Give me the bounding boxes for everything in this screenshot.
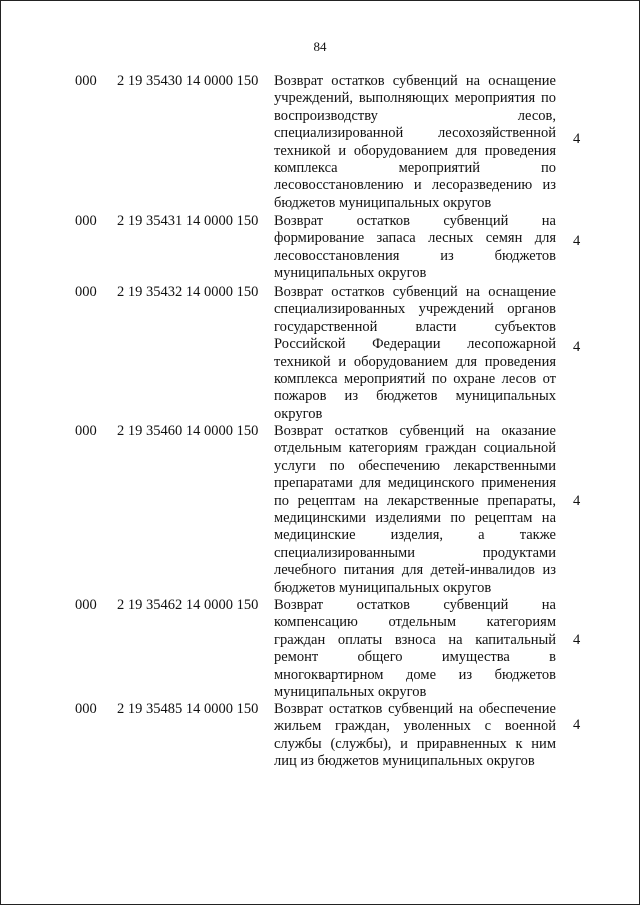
column-four-value: 4	[573, 493, 581, 509]
description-line: специализированной лесохозяйственной	[274, 125, 556, 142]
row-description	[274, 423, 556, 597]
description-line: округов	[274, 405, 323, 422]
row-description	[274, 701, 556, 771]
budget-classification-code: 2 19 35432 14 0000 150	[117, 284, 259, 300]
budget-classification-code: 2 19 35431 14 0000 150	[117, 213, 259, 229]
column-four-value: 4	[573, 233, 581, 249]
column-four-value: 4	[573, 717, 581, 733]
description-line: специализированных учреждений органов	[274, 301, 556, 318]
description-line: отдельным категориям граждан социальной	[274, 440, 556, 457]
description-line: лесовосстановления из бюджетов	[274, 247, 556, 264]
description-line: комплекса мероприятий по	[274, 159, 556, 176]
description-line: медицинские изделия, а также	[274, 527, 556, 544]
description-line: службы (службы), и приравненных к ним	[274, 735, 556, 752]
description-line: муниципальных округов	[274, 683, 427, 700]
row-description	[274, 597, 556, 701]
description-line: компенсацию отдельным категориям	[274, 614, 556, 631]
page-number: 84	[313, 39, 327, 54]
description-line: специализированными продуктами	[274, 544, 556, 561]
admin-code: 000	[75, 701, 97, 717]
admin-code: 000	[75, 73, 97, 89]
row-description	[274, 213, 556, 283]
description-line: техникой и оборудованием для проведения	[274, 353, 556, 370]
column-four-value: 4	[573, 131, 581, 147]
description-line: ремонт общего имущества в	[274, 649, 556, 666]
description-line: лесовосстановлению и лесоразведению из	[274, 177, 556, 194]
budget-classification-code: 2 19 35460 14 0000 150	[117, 423, 259, 439]
description-line: муниципальных округов	[274, 265, 427, 282]
description-line: лиц из бюджетов муниципальных округов	[274, 753, 535, 770]
description-line: лечебного питания для детей-инвалидов из	[274, 562, 556, 579]
description-line: Возврат остатков субвенций на	[274, 597, 556, 613]
column-four-value: 4	[573, 339, 581, 355]
description-line: Возврат остатков субвенций на оснащение	[274, 284, 556, 300]
description-line: Возврат остатков субвенций на	[274, 213, 556, 229]
description-line: услуги по обеспечению лекарственными	[274, 457, 556, 474]
admin-code: 000	[75, 597, 97, 613]
description-line: пожаров из бюджетов муниципальных	[274, 388, 556, 405]
description-line: формирование запаса лесных семян для	[274, 230, 556, 247]
row-description	[274, 284, 556, 423]
admin-code: 000	[75, 423, 97, 439]
description-line: воспроизводству лесов,	[274, 107, 556, 124]
description-line: учреждений, выполняющих мероприятия по	[274, 90, 556, 107]
budget-classification-code: 2 19 35485 14 0000 150	[117, 701, 259, 717]
description-line: бюджетов муниципальных округов	[274, 194, 492, 211]
description-line: Возврат остатков субвенций на оказание	[274, 423, 556, 439]
budget-classification-code: 2 19 35462 14 0000 150	[117, 597, 259, 613]
description-line: Возврат остатков субвенций на оснащение	[274, 73, 556, 89]
column-four-value: 4	[573, 632, 581, 648]
description-line: по рецептам на лекарственные препараты,	[274, 492, 556, 509]
description-line: Возврат остатков субвенций на обеспечение	[274, 701, 556, 717]
description-line: Российской Федерации лесопожарной	[274, 336, 556, 353]
budget-classification-code: 2 19 35430 14 0000 150	[117, 73, 259, 89]
description-line: граждан оплаты взноса на капитальный	[274, 631, 556, 648]
admin-code: 000	[75, 284, 97, 300]
row-description	[274, 73, 556, 212]
description-line: государственной власти субъектов	[274, 318, 556, 335]
description-line: техникой и оборудованием для проведения	[274, 142, 556, 159]
description-line: многоквартирном доме из бюджетов	[274, 666, 556, 683]
description-line: комплекса мероприятий по охране лесов от	[274, 370, 556, 387]
admin-code: 000	[75, 213, 97, 229]
description-line: медицинскими изделиями по рецептам на	[274, 509, 556, 526]
description-line: жильем граждан, уволенных с военной	[274, 718, 556, 735]
description-line: бюджетов муниципальных округов	[274, 579, 492, 596]
description-line: препаратами для медицинского применения	[274, 475, 556, 492]
